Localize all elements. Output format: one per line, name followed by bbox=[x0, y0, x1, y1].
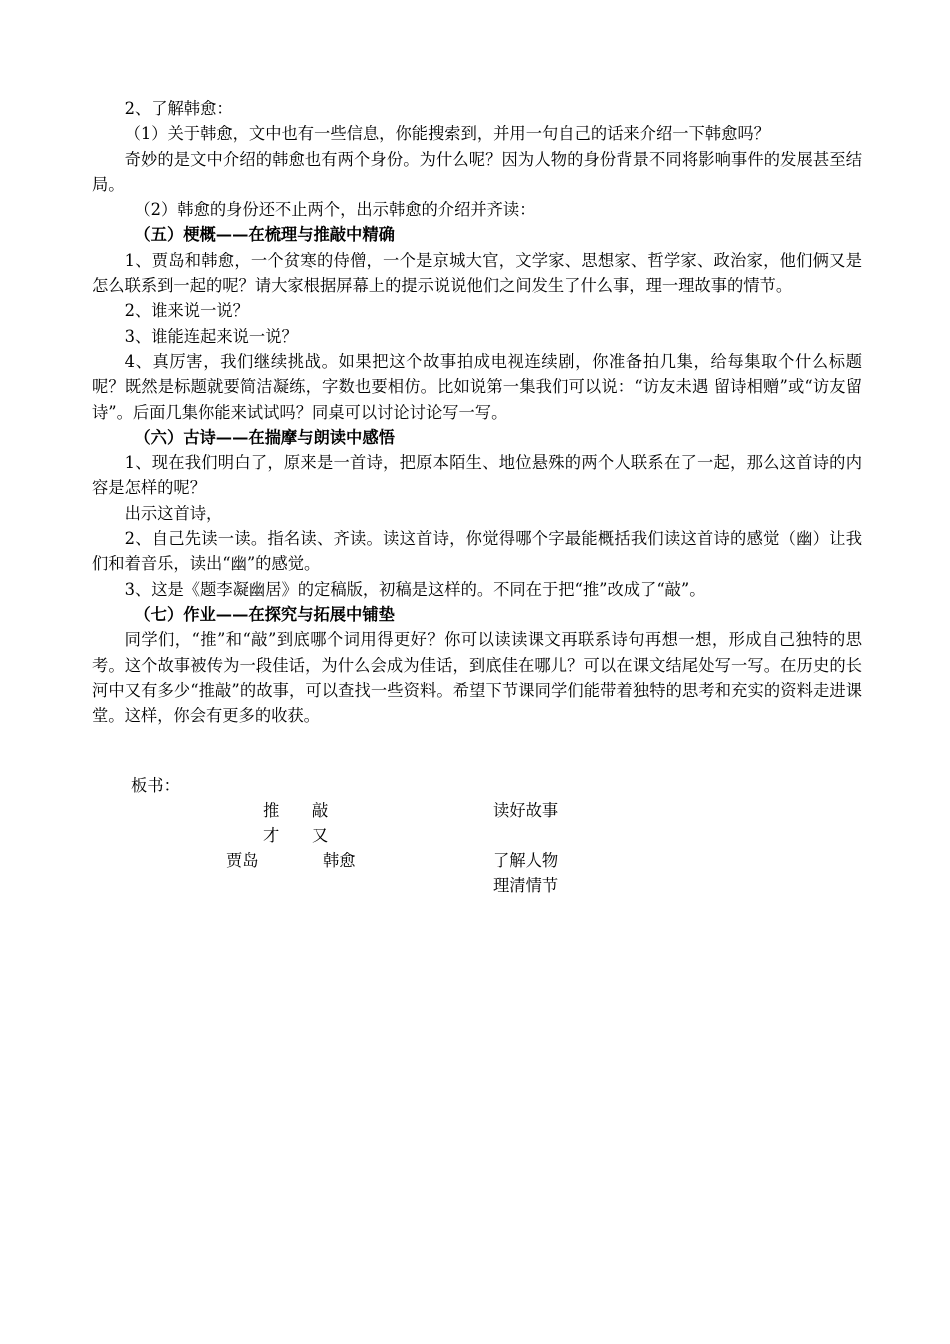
paragraph-show-poem: 出示这首诗， bbox=[124, 503, 223, 523]
board-word-cai: 才 bbox=[263, 826, 280, 845]
paragraph-who-speaks: 2、谁来说一说？ bbox=[124, 301, 249, 321]
paragraph-poem-content: 1、现在我们明白了，原来是一首诗，把原本陌生、地位悬殊的两个人联系在了一起，那么这首诗的内容是怎样的呢？ bbox=[92, 453, 862, 498]
section-heading-6: （六）古诗——在揣摩与朗读中感悟 bbox=[134, 427, 395, 447]
paragraph-story-relation: 1、贾岛和韩愈，一个贫寒的侍僧，一个是京城大官，文学家、思想家、哲学家、政治家，他们俩又是怎么联系到一起的呢？请大家根据屏幕上的提示说说他们之间发生了什么事，理一理故事的情节。 bbox=[92, 250, 862, 296]
board-word-tui: 推 bbox=[263, 801, 280, 820]
paragraph-hanyu-info: （1）关于韩愈，文中也有一些信息，你能搜索到，并用一句自己的话来介绍一下韩愈吗？ bbox=[124, 124, 770, 144]
board-word-qiao: 敲 bbox=[312, 801, 329, 820]
board-right-read-story: 读好故事 bbox=[493, 801, 559, 820]
board-right-clear-plot: 理清情节 bbox=[493, 876, 559, 895]
paragraph-more-identities: （2）韩愈的身份还不止两个，出示韩愈的介绍并齐读： bbox=[134, 200, 536, 220]
section-heading-5: （五）梗概——在梳理与推敲中精确 bbox=[134, 225, 395, 245]
board-name-hanyu: 韩愈 bbox=[323, 851, 356, 870]
paragraph-final-version: 3、这是《题李凝幽居》的定稿版，初稿是这样的。不同在于把“推”改成了“敲”。 bbox=[124, 579, 706, 599]
paragraph-read-poem: 2、自己先读一读。指名读、齐读。读这首诗，你觉得哪个字最能概括我们读这首诗的感觉（幽）让我们和着音乐，读出“幽”的感觉。 bbox=[92, 529, 862, 574]
paragraph-homework: 同学们，“推”和“敲”到底哪个词用得更好？你可以读读课文再联系诗句再想一想，形成自己独特的思考。这个故事被传为一段佳话，为什么会成为佳话，到底佳在哪儿？可以在课文结尾处写一写。在历史的长河中又有多少“推敲”的故事，可以查找一些资料。希望下节课同学们能带着独特的思考和充实的资料走进课堂。这样，你会有更多的收获。 bbox=[92, 630, 862, 726]
board-word-you: 又 bbox=[312, 826, 329, 845]
paragraph-connect-speak: 3、谁能连起来说一说？ bbox=[124, 326, 298, 346]
paragraph-two-identities: 奇妙的是文中介绍的韩愈也有两个身份。为什么呢？因为人物的身份背景不同将影响事件的发展甚至结局。 bbox=[92, 149, 862, 194]
paragraph-tv-series: 4、真厉害，我们继续挑战。如果把这个故事拍成电视连续剧，你准备拍几集，给每集取个什么标题呢？既然是标题就要简洁凝练，字数也要相仿。比如说第一集我们可以说：“访友未遇 留诗相赠”或“访友留诗”。后面几集你能来试试吗？同桌可以讨论讨论写一写。 bbox=[92, 351, 862, 422]
board-right-know-person: 了解人物 bbox=[493, 851, 559, 870]
section-heading-7: （七）作业——在探究与拓展中铺垫 bbox=[134, 604, 395, 624]
paragraph-understand-hanyu: 2、了解韩愈： bbox=[124, 99, 233, 118]
board-label: 板书： bbox=[131, 776, 180, 795]
board-name-jiadao: 贾岛 bbox=[226, 851, 259, 870]
